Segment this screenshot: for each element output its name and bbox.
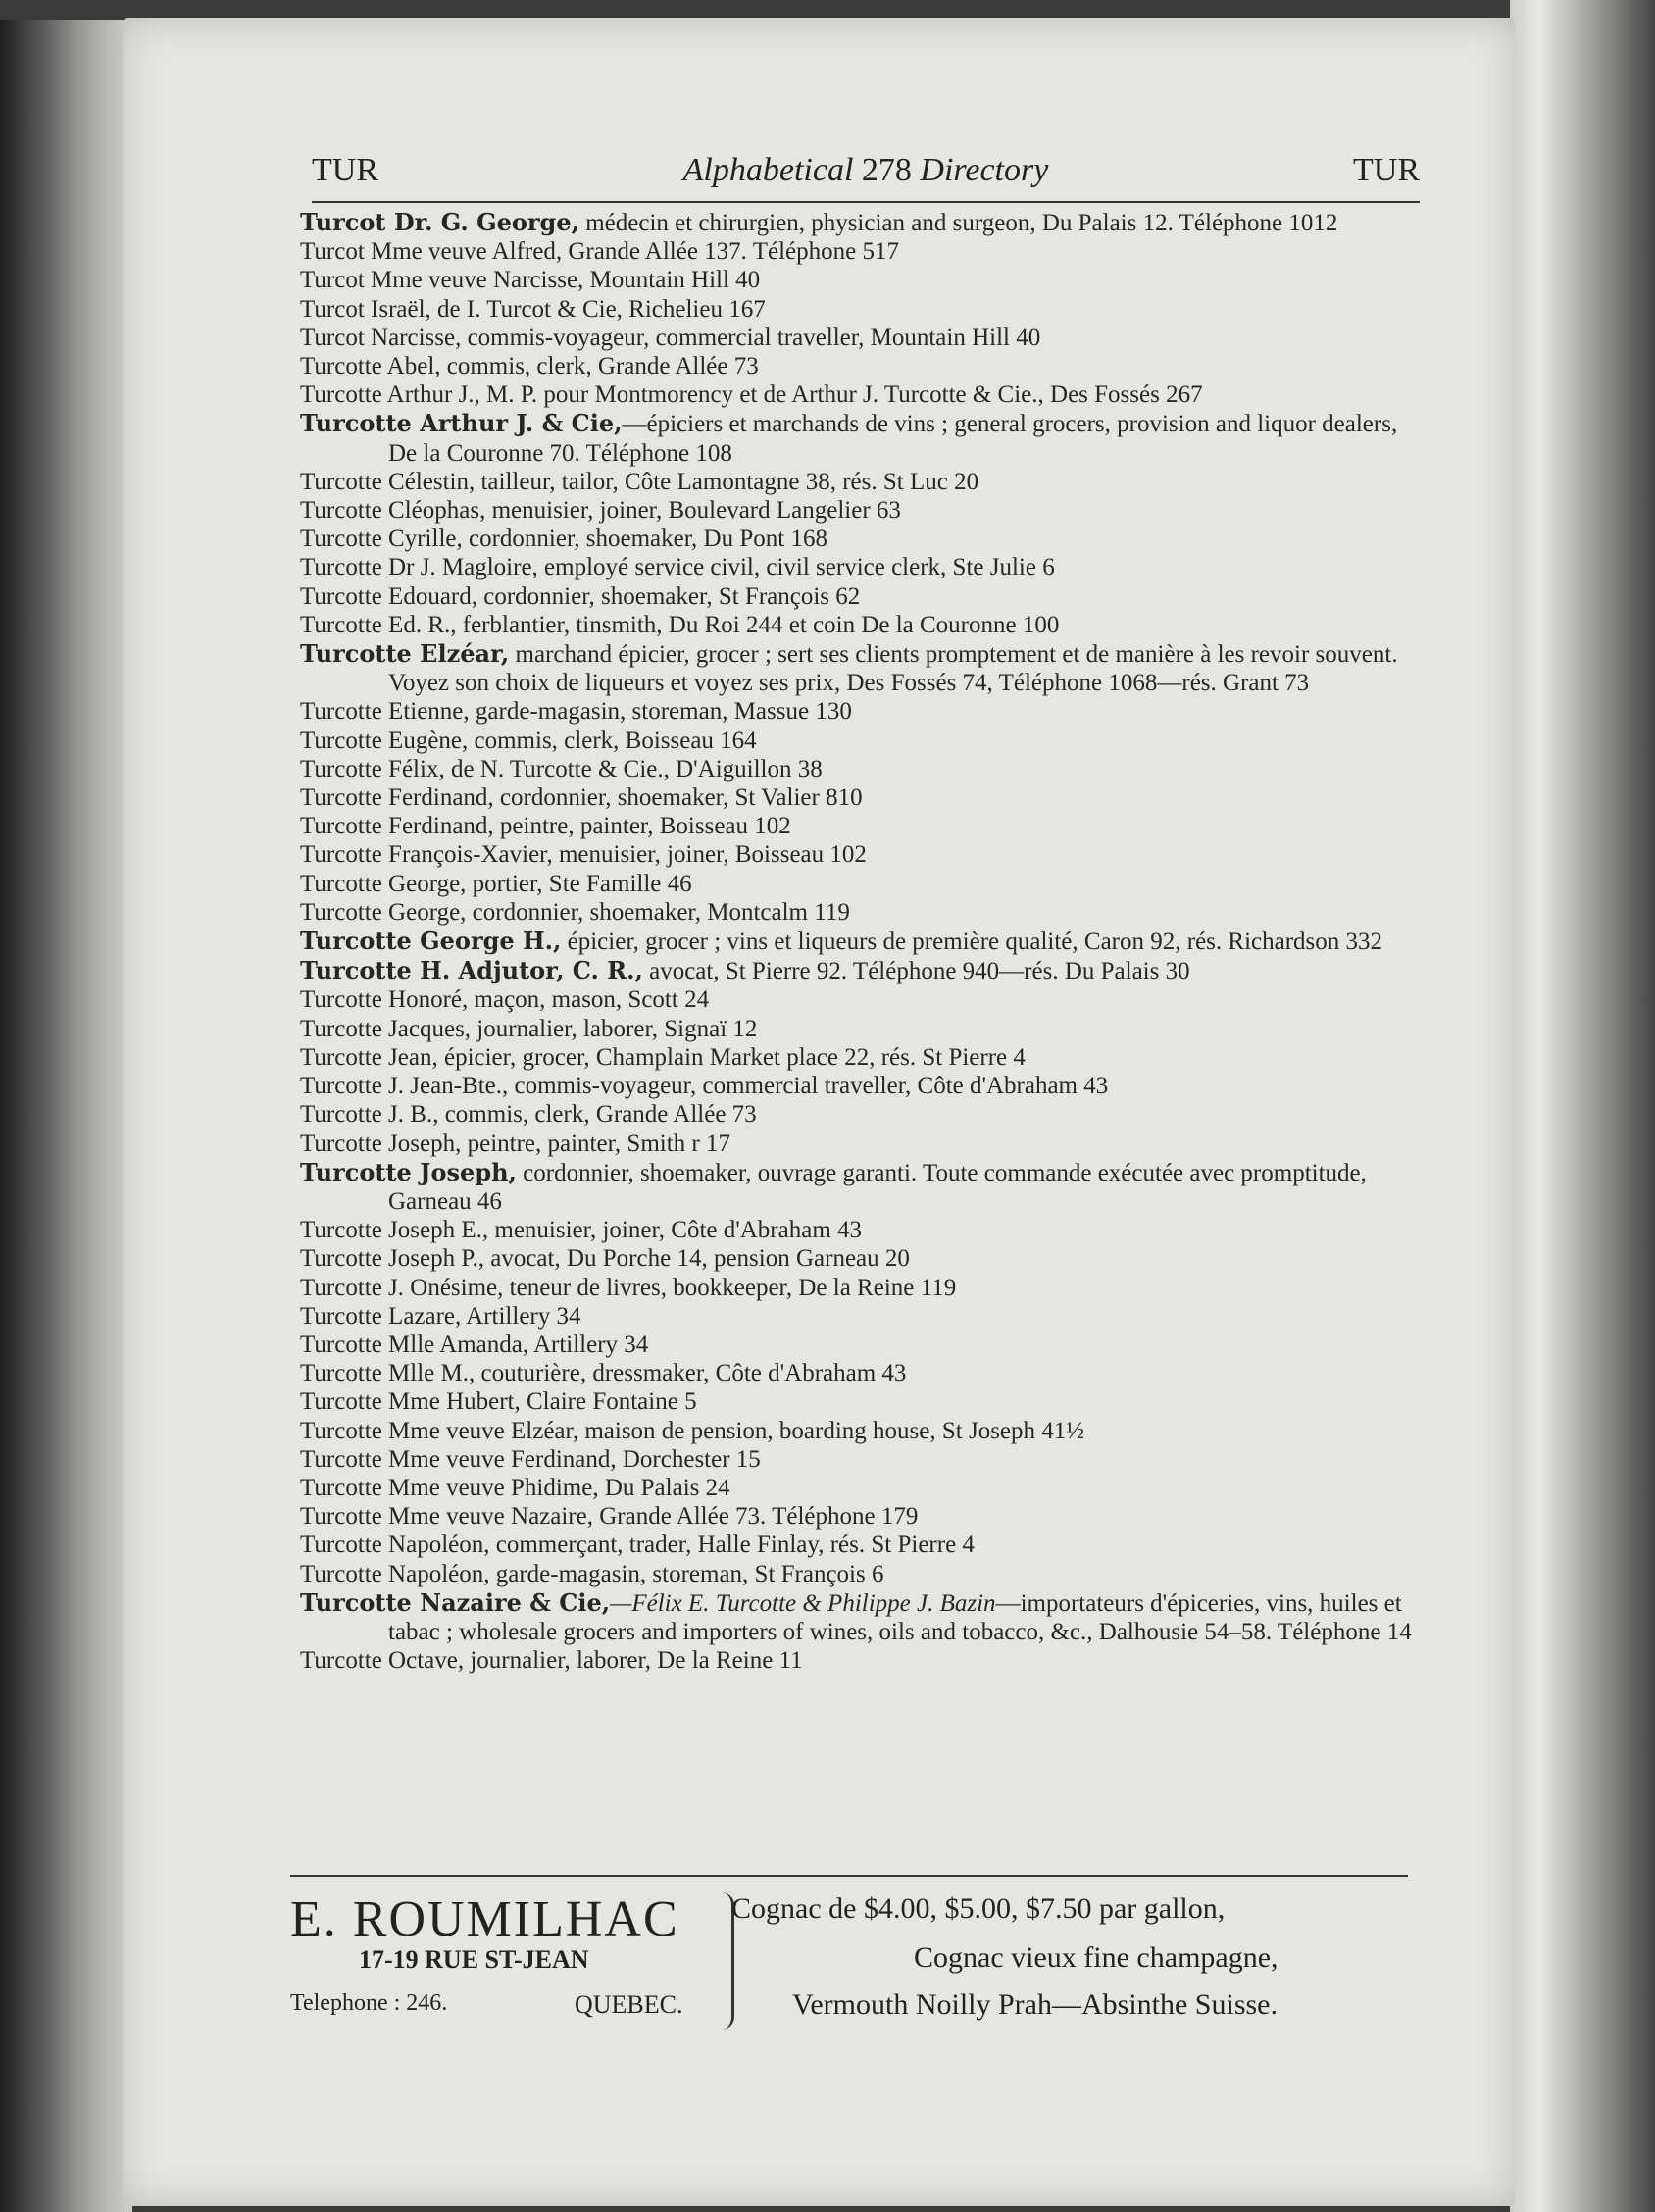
directory-entry bbox=[300, 1331, 1418, 1359]
entry-text: Turcotte Abel, commis, clerk, Grande Allée 73 bbox=[300, 353, 759, 380]
directory-entry bbox=[300, 295, 1418, 324]
directory-entry bbox=[300, 1072, 1418, 1100]
entry-text: Turcotte George, portier, Ste Famille 46 bbox=[300, 870, 692, 897]
directory-entry bbox=[300, 1244, 1418, 1273]
entry-text: Turcotte Joseph, peintre, painter, Smith r 17 bbox=[300, 1130, 730, 1157]
directory-entry bbox=[300, 352, 1418, 380]
directory-entry bbox=[300, 840, 1418, 869]
entry-name-bold: Turcotte Joseph, bbox=[300, 1157, 517, 1186]
directory-entry bbox=[300, 1359, 1418, 1387]
directory-entry bbox=[300, 812, 1418, 840]
entry-details: médecin et chirurgien, physician and surgeon, Du Palais 12. Téléphone 1012 bbox=[578, 210, 1338, 236]
running-header bbox=[312, 152, 1420, 191]
entry-text: Turcotte Ferdinand, peintre, painter, Boisseau 102 bbox=[300, 813, 791, 840]
entry-text: Turcotte Cléophas, menuisier, joiner, Boulevard Langelier 63 bbox=[300, 497, 901, 525]
header-right-tag: TUR bbox=[1353, 152, 1420, 188]
ad-line-1: Cognac de $4.00, $5.00, $7.50 par gallon, bbox=[731, 1892, 1226, 1925]
entry-text: Turcotte Mme Hubert, Claire Fontaine 5 bbox=[300, 1388, 697, 1416]
directory-entry bbox=[300, 727, 1418, 755]
directory-entry bbox=[300, 1015, 1418, 1043]
ad-city: QUEBEC. bbox=[575, 1990, 683, 2019]
directory-entry bbox=[300, 783, 1418, 812]
directory-entry bbox=[300, 1417, 1418, 1445]
entry-text: Turcotte Dr J. Magloire, employé service civil, civil service clerk, Ste Julie 6 bbox=[300, 554, 1055, 581]
entry-details: marchand épicier, grocer ; sert ses clients promptement et de manière à les revoir souvent. Voyez son choix de liqueurs et voyez ses prix, Des Fossés 74, Téléphone 1068—rés. Grant 73 bbox=[388, 641, 1398, 697]
entry-text: Turcotte Mme veuve Phidime, Du Palais 24 bbox=[300, 1474, 730, 1501]
entry-text: Turcotte Arthur J., M. P. pour Montmorency et de Arthur J. Turcotte & Cie., Des Fossés 267 bbox=[300, 381, 1203, 409]
entry-text: Turcot Narcisse, commis-voyageur, commercial traveller, Mountain Hill 40 bbox=[300, 324, 1041, 351]
directory-entry bbox=[300, 1100, 1418, 1129]
directory-entry bbox=[300, 985, 1418, 1014]
entry-text: Turcotte Joseph P., avocat, Du Porche 14, pension Garneau 20 bbox=[300, 1245, 910, 1273]
header-title-b: Directory bbox=[920, 152, 1049, 188]
entry-text: Turcotte J. B., commis, clerk, Grande Allée 73 bbox=[300, 1101, 757, 1129]
entry-text: Turcotte Célestin, tailleur, tailor, Côte Lamontagne 38, rés. St Luc 20 bbox=[300, 468, 979, 495]
directory-entry bbox=[300, 1531, 1418, 1559]
entry-name-bold: Turcotte H. Adjutor, C. R., bbox=[300, 956, 643, 985]
entry-details: —épiciers et marchands de vins ; general grocers, provision and liquor dealers, De la Couronne 70. Téléphone 108 bbox=[388, 411, 1398, 467]
directory-entry bbox=[300, 324, 1418, 352]
directory-entry bbox=[300, 1274, 1418, 1302]
ad-line-2: Cognac vieux fine champagne, bbox=[914, 1941, 1279, 1974]
entry-details: épicier, grocer ; vins et liqueurs de première qualité, Caron 92, rés. Richardson 332 bbox=[561, 929, 1383, 956]
entry-text: Turcotte J. Jean-Bte., commis-voyageur, commercial traveller, Côte d'Abraham 43 bbox=[300, 1073, 1109, 1100]
ad-merchant-name: E. ROUMILHAC bbox=[290, 1891, 679, 1947]
entry-name-bold: Turcotte Arthur J. & Cie, bbox=[300, 409, 623, 438]
entry-text: Turcotte Mlle M., couturière, dressmaker, Côte d'Abraham 43 bbox=[300, 1360, 907, 1387]
entry-text: Turcotte Mme veuve Elzéar, maison de pension, boarding house, St Joseph 41½ bbox=[300, 1417, 1085, 1444]
directory-entry bbox=[300, 1445, 1418, 1474]
directory-entry bbox=[300, 380, 1418, 409]
directory-entry bbox=[300, 582, 1418, 611]
entry-text: Turcotte Octave, journalier, laborer, De la Reine 11 bbox=[300, 1647, 803, 1675]
directory-entry bbox=[300, 1158, 1418, 1216]
entry-text: Turcotte Lazare, Artillery 34 bbox=[300, 1302, 581, 1330]
directory-entry bbox=[300, 611, 1418, 639]
directory-entry bbox=[300, 1216, 1418, 1244]
entry-text: Turcot Mme veuve Alfred, Grande Allée 137. Téléphone 517 bbox=[300, 238, 899, 266]
advertisement bbox=[290, 1883, 1408, 2030]
ad-line-3: Vermouth Noilly Prah—Absinthe Suisse. bbox=[792, 1988, 1278, 2021]
directory-entry bbox=[300, 409, 1418, 467]
header-rule bbox=[312, 201, 1420, 203]
entry-name-bold: Turcot Dr. G. George, bbox=[300, 208, 579, 236]
directory-entry bbox=[300, 1302, 1418, 1331]
directory-entry bbox=[300, 927, 1418, 956]
entry-text: Turcotte Honoré, maçon, mason, Scott 24 bbox=[300, 986, 710, 1014]
directory-entry bbox=[300, 1387, 1418, 1416]
entry-partners-italic: —Félix E. Turcotte & Philippe J. Bazin bbox=[610, 1589, 996, 1617]
directory-entry bbox=[300, 525, 1418, 553]
entry-details: —importateurs d'épiceries, vins, huiles et tabac ; wholesale grocers and importers of wines, oils and tobacco, &c., Dalhousie 54–58. Téléphone 14 bbox=[388, 1589, 1412, 1645]
ad-address: 17-19 RUE ST-JEAN bbox=[359, 1945, 589, 1974]
entry-text: Turcotte Félix, de N. Turcotte & Cie., D'Aiguillon 38 bbox=[300, 755, 823, 782]
entry-text: Turcot Israël, de I. Turcot & Cie, Richelieu 167 bbox=[300, 295, 766, 323]
page-number: 278 bbox=[861, 152, 912, 188]
header-left-tag: TUR bbox=[312, 152, 378, 188]
directory-entry bbox=[300, 468, 1418, 496]
advertisement-rule bbox=[290, 1875, 1408, 1877]
directory-entries bbox=[300, 208, 1418, 1675]
directory-entry bbox=[300, 553, 1418, 581]
directory-entry bbox=[300, 956, 1418, 985]
directory-entry bbox=[300, 1130, 1418, 1158]
entry-details: cordonnier, shoemaker, ouvrage garanti. Toute commande exécutée avec promptitude, Garneau 46 bbox=[388, 1159, 1367, 1215]
entry-text: Turcotte Etienne, garde-magasin, storeman, Massue 130 bbox=[300, 698, 852, 726]
entry-text: Turcotte Jacques, journalier, laborer, Signaï 12 bbox=[300, 1015, 758, 1042]
directory-entry bbox=[300, 639, 1418, 697]
entry-text: Turcotte Mlle Amanda, Artillery 34 bbox=[300, 1331, 649, 1358]
entry-text: Turcotte Ed. R., ferblantier, tinsmith, Du Roi 244 et coin De la Couronne 100 bbox=[300, 611, 1060, 638]
ad-telephone: Telephone : 246. bbox=[290, 1990, 448, 2016]
directory-entry bbox=[300, 697, 1418, 726]
directory-entry bbox=[300, 496, 1418, 525]
entry-text: Turcotte Mme veuve Ferdinand, Dorchester 15 bbox=[300, 1445, 761, 1473]
entry-text: Turcotte J. Onésime, teneur de livres, bookkeeper, De la Reine 119 bbox=[300, 1274, 957, 1301]
directory-entry bbox=[300, 870, 1418, 898]
entry-name-bold: Turcotte George H., bbox=[300, 927, 562, 956]
entry-text: Turcotte Mme veuve Nazaire, Grande Allée 73. Téléphone 179 bbox=[300, 1503, 919, 1531]
entry-name-bold: Turcotte Elzéar, bbox=[300, 639, 510, 669]
entry-details: avocat, St Pierre 92. Téléphone 940—rés. Du Palais 30 bbox=[642, 958, 1190, 985]
directory-entry bbox=[300, 1588, 1418, 1646]
entry-name-bold: Turcotte Nazaire & Cie, bbox=[300, 1587, 611, 1617]
directory-entry bbox=[300, 1474, 1418, 1502]
header-title bbox=[312, 152, 1420, 189]
entry-text: Turcotte Edouard, cordonnier, shoemaker, St François 62 bbox=[300, 582, 861, 610]
directory-entry bbox=[300, 1560, 1418, 1588]
entry-text: Turcotte Napoléon, garde-magasin, storeman, St François 6 bbox=[300, 1560, 884, 1587]
directory-entry bbox=[300, 266, 1418, 294]
directory-entry bbox=[300, 1502, 1418, 1531]
entry-text: Turcotte Joseph E., menuisier, joiner, Côte d'Abraham 43 bbox=[300, 1217, 863, 1244]
directory-entry bbox=[300, 755, 1418, 783]
directory-entry bbox=[300, 1646, 1418, 1675]
directory-entry bbox=[300, 237, 1418, 266]
entry-text: Turcotte Jean, épicier, grocer, Champlain Market place 22, rés. St Pierre 4 bbox=[300, 1043, 1026, 1071]
entry-text: Turcotte François-Xavier, menuisier, joiner, Boisseau 102 bbox=[300, 841, 867, 869]
entry-text: Turcotte Cyrille, cordonnier, shoemaker, Du Pont 168 bbox=[300, 526, 828, 553]
directory-entry bbox=[300, 1043, 1418, 1072]
entry-text: Turcotte George, cordonnier, shoemaker, Montcalm 119 bbox=[300, 898, 850, 926]
directory-entry bbox=[300, 208, 1418, 237]
book-right-edge bbox=[1510, 0, 1655, 2212]
entry-text: Turcot Mme veuve Narcisse, Mountain Hill 40 bbox=[300, 267, 761, 294]
entry-text: Turcotte Napoléon, commerçant, trader, Halle Finlay, rés. St Pierre 4 bbox=[300, 1532, 975, 1559]
directory-entry bbox=[300, 898, 1418, 927]
book-left-edge bbox=[0, 20, 132, 2212]
header-title-a: Alphabetical bbox=[682, 152, 854, 188]
entry-text: Turcotte Ferdinand, cordonnier, shoemaker, St Valier 810 bbox=[300, 784, 863, 812]
entry-text: Turcotte Eugène, commis, clerk, Boisseau 164 bbox=[300, 727, 757, 754]
